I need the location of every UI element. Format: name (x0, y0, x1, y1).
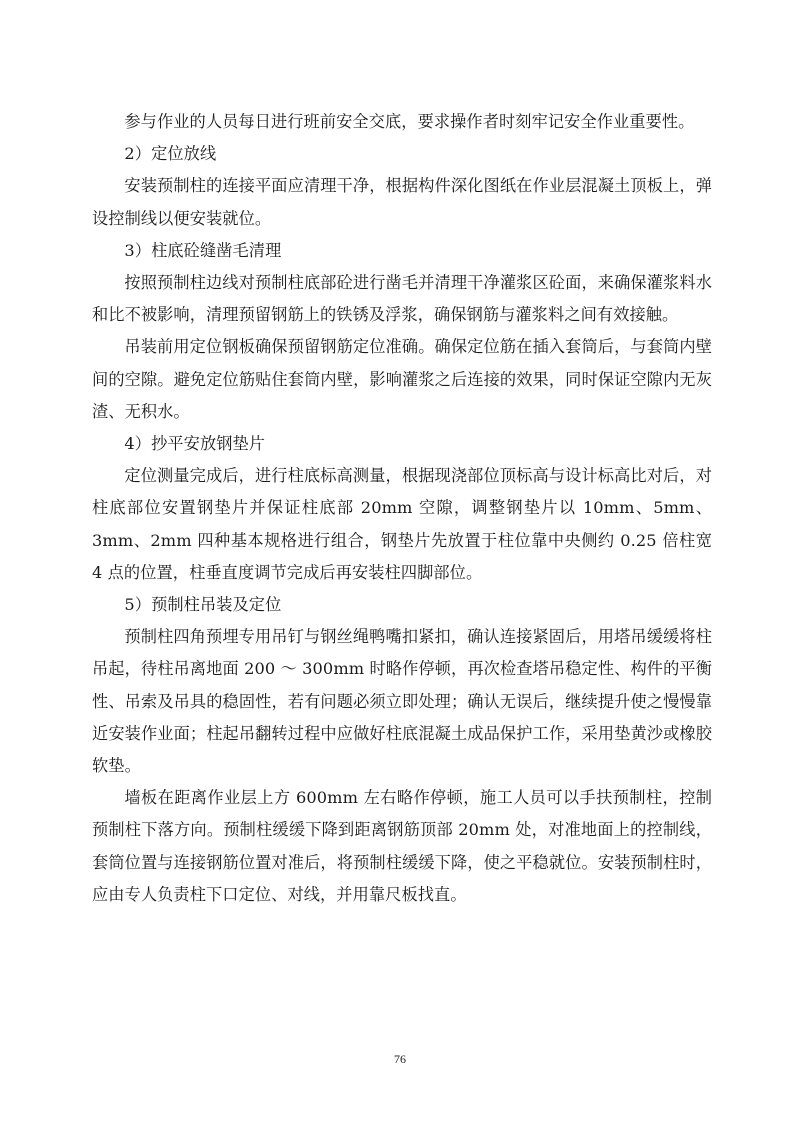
paragraph-positioning-plate: 吊装前用定位钢板确保预留钢筋定位准确。确保定位筋在插入套筒后，与套筒内壁间的空隙。避免定位筋贴住套筒内壁，影响灌浆之后连接的效果，同时保证空隙内无灰渣、无积水。 (92, 337, 712, 421)
paragraph-column-lowering: 墙板在距离作业层上方 600mm 左右略作停顿，施工人员可以手扶预制柱，控制预制柱下落方向。预制柱缓缓下降到距离钢筋顶部 20mm 处，对准地面上的控制线，套筒位置与连接钢筋位置对准后，将预制柱缓缓下降，使之平稳就位。安装预制柱时，应由专人负责柱下口定位、对线，并用靠尺板找直。 (92, 788, 712, 904)
paragraph-column-hoisting: 预制柱四角预埋专用吊钉与钢丝绳鸭嘴扣紧扣，确认连接紧固后，用塔吊缓缓将柱吊起，待柱吊离地面 200 ～ 300mm 时略作停顿，再次检查塔吊稳定性、构件的平衡性、吊索及吊具的稳固性，若有问题必须立即处理；确认无误后，继续提升使之慢慢靠近安装作业面；柱起吊翻转过程中应做好柱底混凝土成品保护工作，采用垫黄沙或橡胶软垫。 (92, 627, 712, 776)
paragraph-column-base-chiseling: 按照预制柱边线对预制柱底部砼进行凿毛并清理干净灌浆区砼面，来确保灌浆料水和比不被影响，清理预留钢筋上的铁锈及浮浆，确保钢筋与灌浆料之间有效接触。 (92, 273, 712, 325)
heading-column-base-chiseling: 3）柱底砼缝凿毛清理 (124, 240, 282, 260)
heading-column-hoisting: 5）预制柱吊装及定位 (124, 595, 282, 615)
body-text (92, 106, 712, 911)
paragraph-shim-placement: 定位测量完成后，进行柱底标高测量，根据现浇部位顶标高与设计标高比对后，对柱底部位安置钢垫片并保证柱底部 20mm 空隙，调整钢垫片以 10mm、5mm、3mm、2mm 四种基本规格进行组合，钢垫片先放置于柱位靠中央侧约 0.25 倍柱宽 4 点的位置，柱垂直度调节完成后再安装柱四脚部位。 (92, 466, 712, 582)
heading-positioning-layout: 2）定位放线 (124, 144, 217, 164)
paragraph-safety-briefing: 参与作业的人员每日进行班前安全交底，要求操作者时刻牢记安全作业重要性。 (124, 112, 695, 131)
page-number: 76 (394, 1052, 406, 1066)
paragraph-positioning-layout: 安装预制柱的连接平面应清理干净，根据构件深化图纸在作业层混凝土顶板上，弹设控制线以便安装就位。 (92, 176, 712, 228)
heading-shim-placement: 4）抄平安放钢垫片 (124, 434, 266, 454)
